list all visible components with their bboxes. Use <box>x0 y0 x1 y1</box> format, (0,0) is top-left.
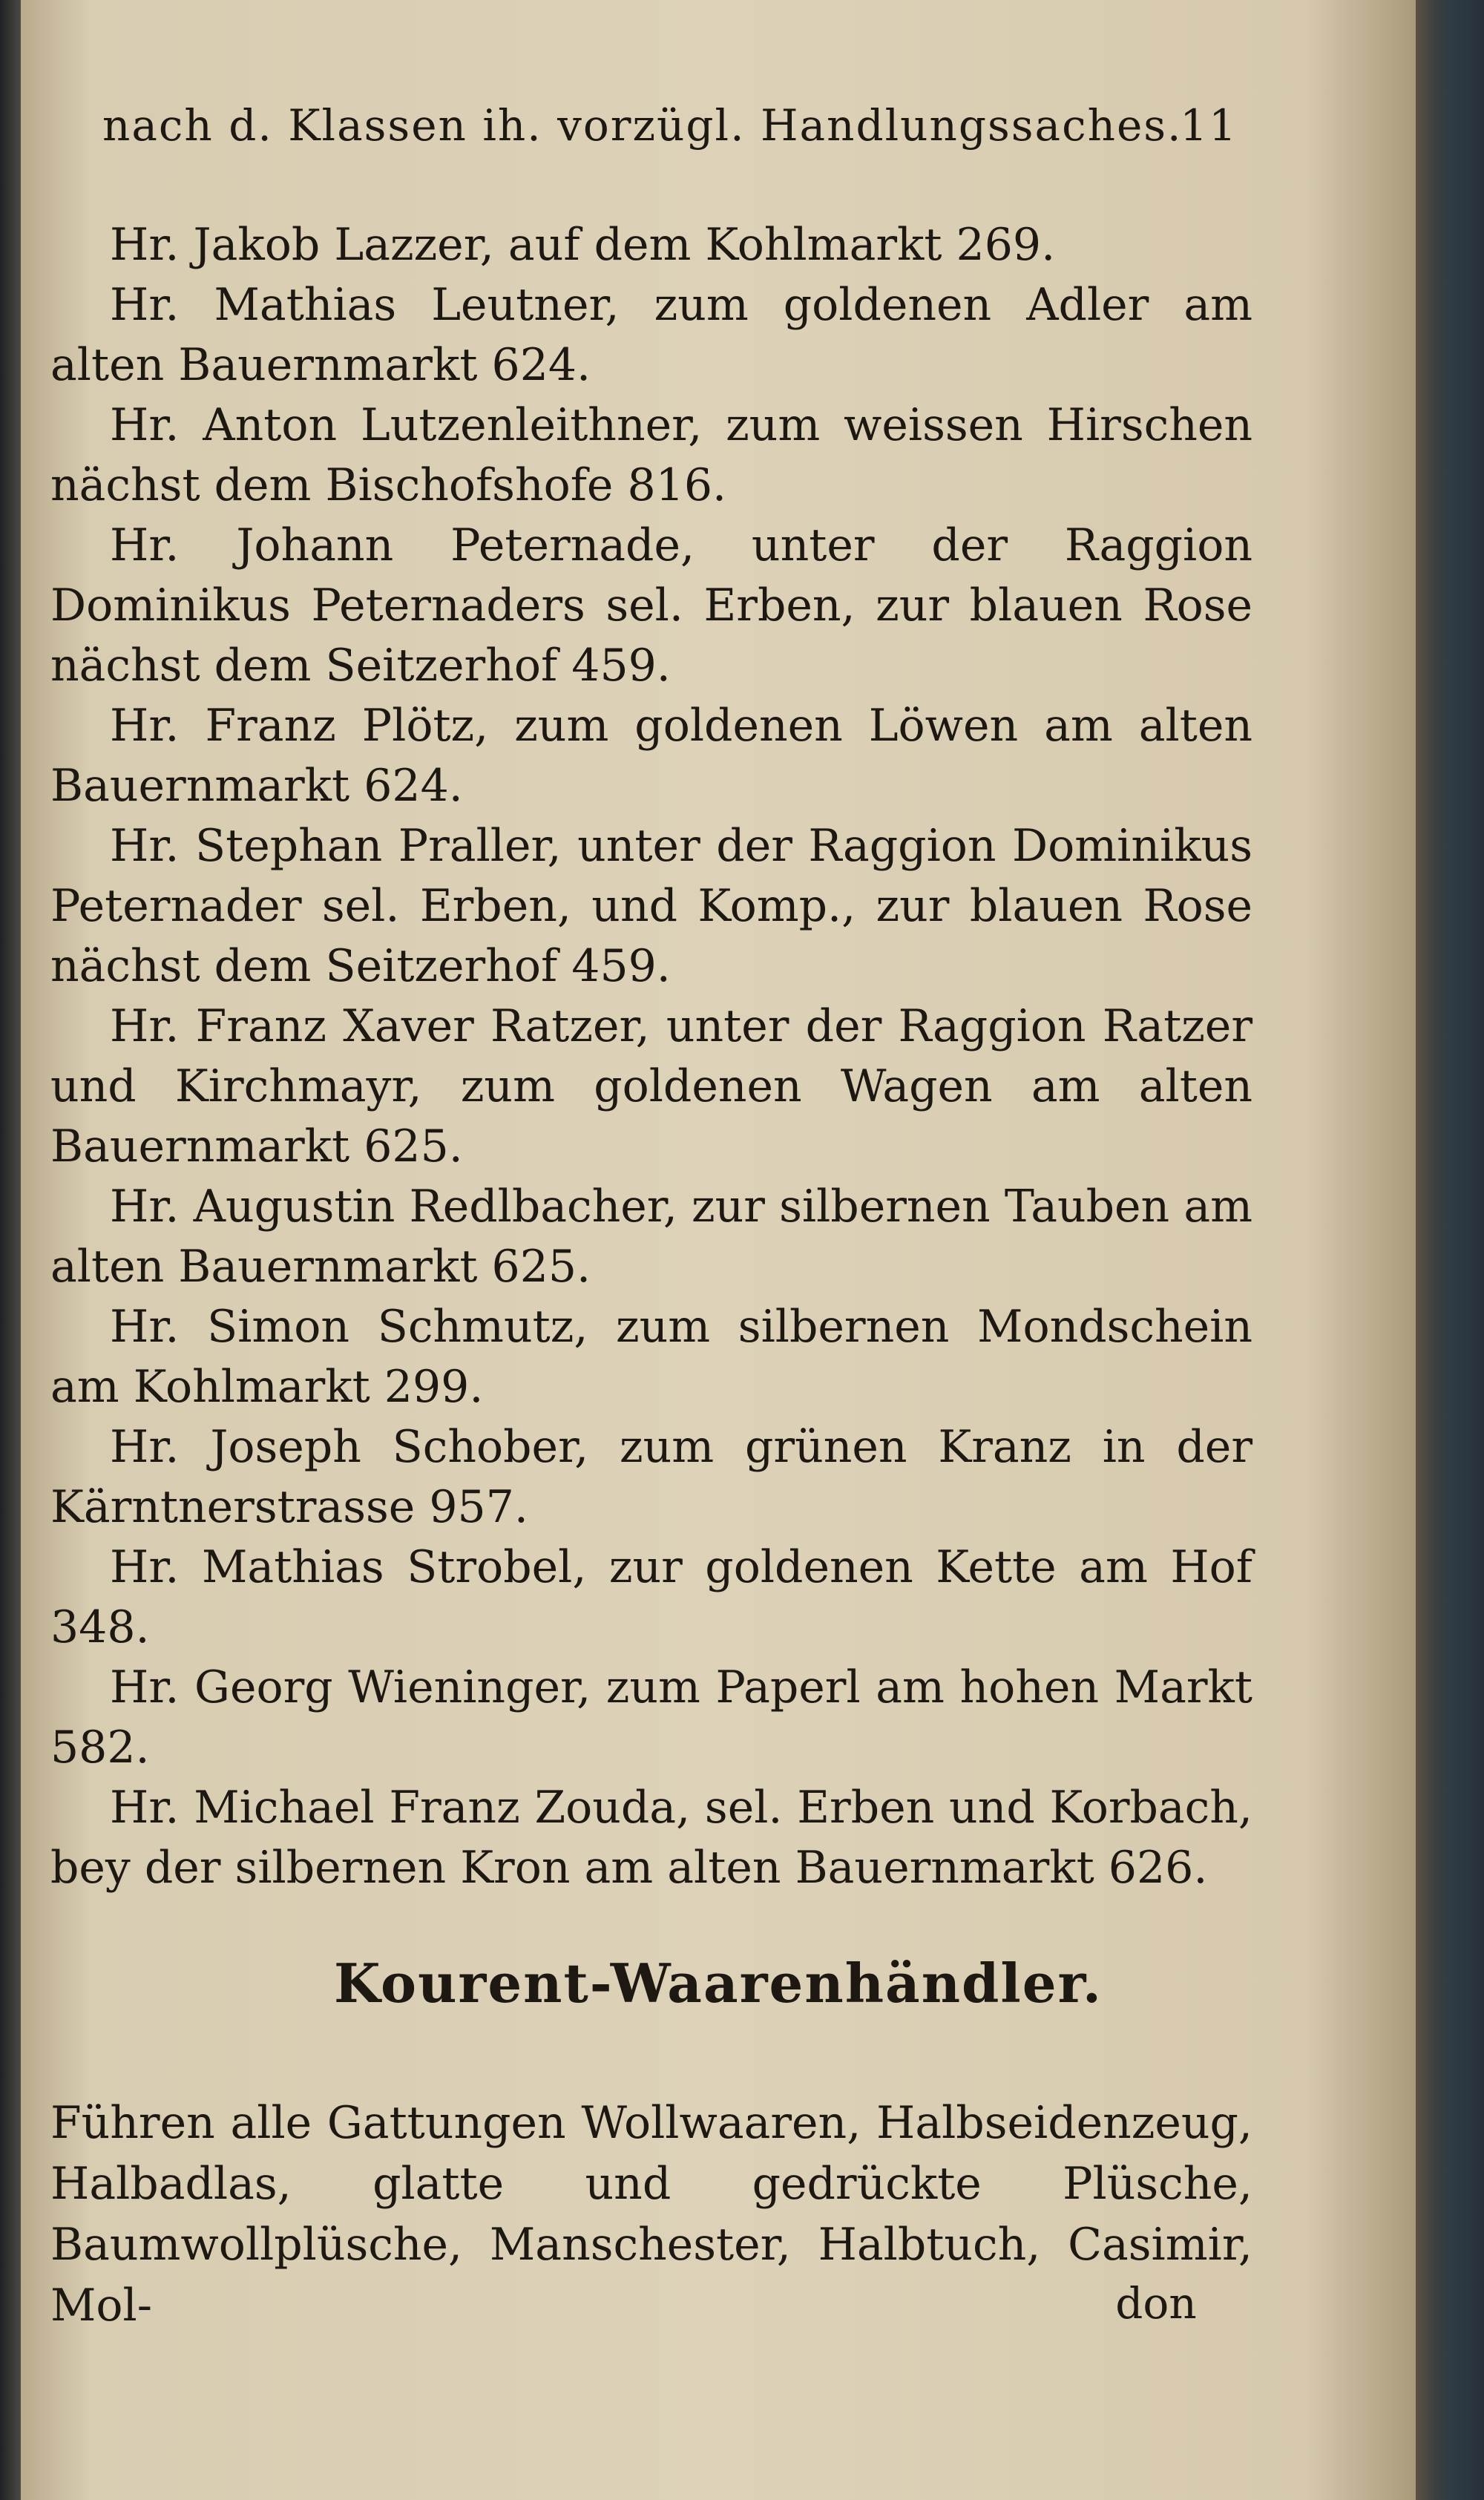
list-item: Hr. Franz Xaver Ratzer, unter der Raggion Ratzer und Kirchmayr, zum goldenen Wagen am alten Bauernmarkt 625. <box>50 1000 1252 1172</box>
section-heading: Kourent-Waarenhändler. <box>334 1952 1103 2015</box>
merchant-list <box>50 215 1252 1898</box>
list-item: Hr. Stephan Praller, unter der Raggion Dominikus Peternader sel. Erben, und Komp., zur blauen Rose nächst dem Seitzerhof 459. <box>50 820 1252 992</box>
book-page <box>21 0 1416 2500</box>
list-item: Hr. Joseph Schober, zum grünen Kranz in der Kärntnerstrasse 957. <box>50 1421 1252 1533</box>
list-item: Hr. Franz Plötz, zum goldenen Löwen am alten Bauernmarkt 624. <box>50 700 1252 812</box>
list-item: Hr. Jakob Lazzer, auf dem Kohlmarkt 269. <box>110 219 1056 271</box>
list-item: Hr. Mathias Leutner, zum goldenen Adler am alten Bauernmarkt 624. <box>50 279 1252 391</box>
running-head <box>102 100 1238 151</box>
section-paragraph: Führen alle Gattungen Wollwaaren, Halbseidenzeug, Halbadlas, glatte und gedrückte Plüsche, Baumwollplüsche, Manschester, Halbtuch, Casimir, Mol- <box>50 2097 1252 2332</box>
list-item: Hr. Anton Lutzenleithner, zum weissen Hirschen nächst dem Bischofshofe 816. <box>50 399 1252 511</box>
book-spine <box>1416 0 1484 2500</box>
list-item: Hr. Georg Wieninger, zum Paperl am hohen Markt 582. <box>50 1661 1252 1774</box>
list-item: Hr. Simon Schmutz, zum silbernen Mondschein am Kohlmarkt 299. <box>50 1301 1252 1413</box>
list-item: Hr. Michael Franz Zouda, sel. Erben und Korbach, bey der silbernen Kron am alten Bauernmarkt 626. <box>50 1782 1252 1894</box>
list-item: Hr. Mathias Strobel, zur goldenen Kette am Hof 348. <box>50 1541 1252 1653</box>
page-number: 11 <box>1180 100 1238 151</box>
catchword: don <box>1115 2278 1197 2329</box>
book-left-edge <box>0 0 21 2500</box>
running-head-text: nach d. Klassen ih. vorzügl. Handlungssaches. <box>102 100 1183 151</box>
list-item: Hr. Johann Peternade, unter der Raggion Dominikus Peternaders sel. Erben, zur blauen Rose nächst dem Seitzerhof 459. <box>50 519 1252 692</box>
list-item: Hr. Augustin Redlbacher, zur silbernen Tauben am alten Bauernmarkt 625. <box>50 1181 1252 1293</box>
